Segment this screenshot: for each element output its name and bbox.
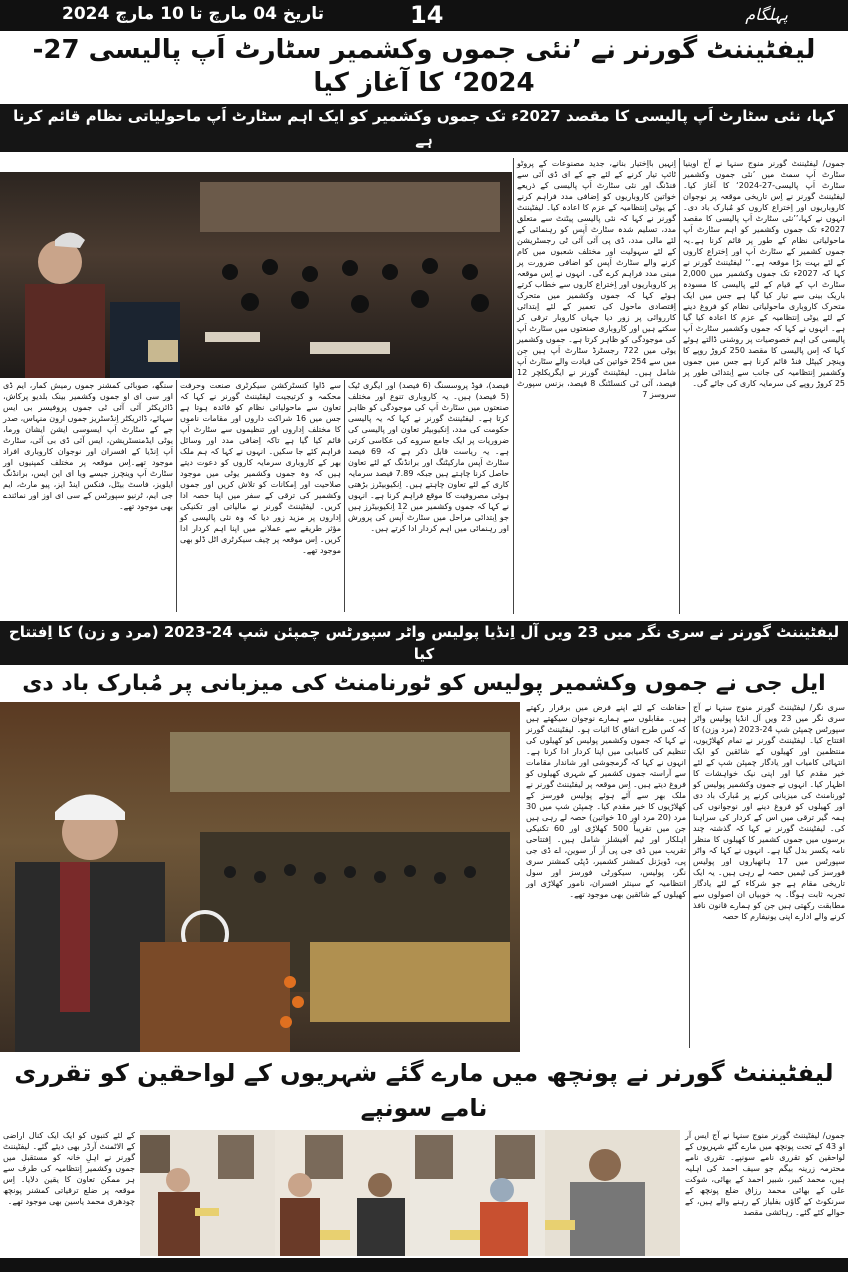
story1-column-5: سنگھ، صوبائی کمشنر جموں رمیش کمار، ایم ڈی اور سی ای او جموں وکشمیر بینک بلدیو پرکاش، ڈائریکٹر آئی آئی ٹی جموں پروفیسر بی ایس سہائے، ڈائریکٹر اِنڈسٹریز جموں ارون منہاس، صدر جے کے سٹارٹ اَپ ایسوسی ایشن ایشان ورما، یوٹی ایڈمنسٹریشن، ایس آئی ڈی بی آئی، سٹارٹ اَپ اِنڈیا کے افسران اور نوجوان کاروباری افراد موجود تھے۔اِس موقعہ پر مختلف کمپنیوں اور سٹارٹ اَپ وینچرز جیسے ویا ای این ایس، برانڈنگ ایلویز، فاسٹ بیٹل، فنکس اینڈ ایز، پیو مارٹ، ایم جی ایم، ٹرنیو سپورٹس کے سی ای اوز اور نمائندے بھی موجود تھے۔ — [3, 381, 173, 511]
story1-column-4: سے ڈاوا کنسٹرکشن سیکرٹری صنعت وحرفت محکمہ و کرتیجیت لیفٹیننٹ گورنر نے کہا کہ تعاون سے ماحولیاتی نظام کو فائدہ ہوتا ہے جس میں 16 شراکت داروں اور مقامات ناموں کا مختلف اِداروں اور تنظیموں سے سٹارٹ اَپ قائم کیا گیا ہے تاکہ اِضافی مدد اور وسائل فراہم کئے جا سکیں۔ انہوں نے کہا کہ ہم ملک بھر کے کاروباری سرمایہ کاروں کو دعوت دیتے ہیں کہ وہ جموں وکشمیر یوٹی میں موجود صلاحیت اور اِمکانات کو تلاش کریں اور جموں وکشمیر کی ترقی کے سفر میں اپنا حصہ ادا کریں۔ لیفٹیننٹ گورنر نے مالیاتی اور تکنیکی اِداروں پر مزید زور دیا کہ وہ نئی پالیسی کو مؤثر طریقے سے عملانے میں اپنا اہم کردار ادا کریں۔ اِس موقعہ پر چیف سیکرٹری اٹل ڈلو بھی موجود تھے۔ — [180, 381, 341, 555]
column-divider — [689, 702, 690, 1048]
story3-column-2: کے لئے کنبوں کو ایک ایک کنال اراضی کے الاٹمنٹ آرڈر بھی دیئے گئے۔ لیفٹیننٹ گورنر نے اہلِ خانہ کو مستقبل میں جموں وکشمیر اِنتظامیہ کی طرف سے ہر ممکن تعاون کا یقین دلایا۔ اِس موقعہ پر ضلع ترقیاتی کمشنر پونچھ چودھری محمد یاسین بھی موجود تھے۔ — [3, 1131, 135, 1206]
story1-column-3: فیصد)، فوڈ پروسسنگ (6 فیصد) اور ایگری ٹیک (5 فیصد) ہیں۔ یہ کاروباری تنوع اور مختلف صنعتوں میں سٹارٹ اَپ کی موجودگی کو ظاہر کرتا ہے۔ لیفٹیننٹ گورنر نے کہا کہ یہ پالیسی حکومت کی مدد، اِنکیوبیٹر تعاون اور پالیسی کی ضروریات پر ایک جامع سروے کی عکاسی کرتی ہے۔ یہ ریاست قابل ذکر ہے کہ 69 فیصد سٹارٹ اَپس مارکیٹنگ اور برانڈنگ کے لئے تعاون حاصل کرنا چاہتے ہیں جبکہ 7.89 فیصد سرمایہ کاری کے لئے تعاون چاہتے ہیں۔ اِنکیوبیٹرز بڑھتی ہوئی مصروفیت کا موقع فراہم کرنا ہے۔ انہوں نے کہا کہ جموں وکشمیر میں 12 اِنکیوبیٹرز ہیں جو اِبتدائی مراحل میں سٹارٹ اَپس کی پرورش اور رہنمائی میں اہم کردار ادا کرتے ہیں۔ — [348, 381, 510, 533]
story3-headline: لیفٹیننٹ گورنر نے پونچھ میں مارے گئے شہریوں کے لواحقین کو تقرری نامے سونپے — [14, 1059, 834, 1122]
column-divider — [344, 380, 345, 612]
story2-subheadline: ایل جی نے جموں وکشمیر پولیس کو ٹورنامنٹ کی میزبانی پر مُبارک باد دی — [22, 671, 826, 696]
story3-photo-4 — [545, 1130, 680, 1256]
story3-column-1: جموں/ لیفٹیننٹ گورنر منوج سنہا نے آج ایس آر او 43 کے تحت پونچھ میں مارے گئے شہریوں کے لواحقین کو تقرری نامے سونپے۔ تقرری نامے محترمہ زرینہ بیگم جو سیف احمد کی اہلیہ ہیں، محمد کبیر، شبیر احمد کے بھائی، شوکت علی کے بھائی محمد رزاق ضلع پونچھ کے سرنکوٹ کے گاؤں بفلیاز کے رہنے والے ہیں، کے حوالے کئے گئے۔ رہائشی مقصد — [685, 1131, 845, 1217]
issue-date: تاریخ 04 مارچ تا 10 مارچ 2024 — [62, 4, 325, 24]
audience-scene-image — [0, 172, 512, 378]
column-divider — [176, 380, 177, 612]
page-number: 14 — [410, 1, 444, 29]
story1-column-1: جموں/ لیفٹیننٹ گورنر منوج سنہا نے آج اوینیا سٹارٹ اَپ سمٹ میں ’نئی جموں وکشمیر سٹارٹ اَپ پالیسی-27-2024‘ کا آغاز کیا۔لیفٹیننٹ گورنر نے اِس تاریخی موقعہ پر نوجوان کاروباریوں اور اِختراع کاروں کو مُبارک باد دی۔انہوں نے کہا،’’نئی سٹارٹ اَپ پالیسی کا مقصد 2027ء تک جموں وکشمیر کو اہم سٹارٹ اَپ ماحولیاتی نظام کے طور پر قائم کرنا ہے۔یہ جموں کشمیر کے سٹارٹ اَپ اور اِختراع کاروں کے لئے بہت بڑا موقعہ ہے۔‘‘ لیفٹیننٹ گورنر نے کہا کہ 2027ء تک جموں وکشمیر میں 2,000 سٹارٹ اپ کے قیام کے لئے پالیسی کا مسودہ باریک بینی سے تیار کیا گیا ہے جس میں ایک متحرک کاروباری ماحولیاتی نظام کو فروغ دینے کے لئے یوٹی اِنتظامیہ کے عزم کا اعادہ کیا گیا ہے۔ انہوں نے کہا کہ جموں وکشمیر سٹارٹ اَپ پالیسی کی اہم خصوصیات پر روشنی ڈالتے ہوئے کہا کہ اِس پالیسی کا مقصد 250 کروڑ روپے کا وینچر کیپٹل فنڈ قائم کرنا ہے جس میں جموں وکشمیر اِنتظامیہ کی جانب سے اِبتدائی طور پر 25 کروڑ روپے کی سرمایہ کاری کی جائے گی۔ — [683, 159, 846, 388]
story1-headline: لیفٹیننٹ گورنر نے ’نئی جموں وکشمیر سٹارٹ اَپ پالیسی 27-2024‘ کا آغاز کیا — [32, 35, 816, 98]
footer-bar — [0, 1258, 848, 1272]
story3-photo-1 — [140, 1130, 275, 1256]
story1-subheadline: کہا، نئی سٹارٹ اَپ پالیسی کا مقصد 2027ء تک جموں وکشمیر کو ایک اہم سٹارٹ اَپ ماحولیاتی نظام قائم کرنا ہے — [0, 104, 848, 152]
handover-photo-image — [410, 1130, 545, 1256]
masthead-bar — [0, 0, 848, 31]
hall-scene-image — [0, 702, 520, 1052]
newspaper-logo: پہلگام — [745, 5, 788, 24]
story2-column-2: حفاظت کے لئے اپنے فرض میں برقرار رکھتے ہیں۔ مقابلوں سے ہمارے نوجوان سیکھتے ہیں کہ کس طرح اتفاق کا اثبات ہو۔ لیفٹیننٹ گورنر نے کہا کہ جموں وکشمیر پولیس کو کھیلوں کی تنظیم کی کامیابی میں اپنا کردار ادا کرنا ہے۔ انہوں نے کہا کہ گرمجوشی اور شاندار مقامات سے آراستہ جموں کشمیر کے شہری کھیلوں کو فروغ دیتے ہیں۔ اِس موقعہ پر لیفٹیننٹ گورنر نے ملک بھر سے آئے ہوئے پولیس فورسز کے کھلاڑیوں کا خیر مقدم کیا۔ چمپئن شپ میں 30 مرد (20 مرد اور 10 خواتین) حصہ لے رہی ہیں جن میں تقریباً 500 کھلاڑی اور 60 تکنیکی اہلکار اور ٹیم آفیشلز شامل ہیں۔ اِفتتاحی تقریب میں ڈی جی پی آر آر سوین، اے ڈی جی پی، ڈویژنل کمشنر کشمیر، ڈپٹی کمشنر سری نگر، پولیس، سیکورٹی فورسز اور سول انتظامیہ کے سینئر افسران، نامور کھلاڑی اور کھیلوں کے شائقین بھی موجود تھے۔ — [526, 703, 686, 899]
story2-photo-water-sports-opening — [0, 702, 520, 1052]
handover-photo-image — [545, 1130, 680, 1256]
story1-photo-startup-summit — [0, 172, 512, 378]
story2-headline: لیفٹیننٹ گورنر نے سری نگر میں 23 ویں آل اِنڈیا پولیس واٹر سپورٹس چمپئن شپ 24-2023 (مرد و زن) کا اِفتتاح کیا — [0, 621, 848, 665]
story2-column-1: سری نگر/ لیفٹیننٹ گورنر منوج سنہا نے آج سری نگر میں 23 ویں آل انڈیا پولیس واٹر سپورٹس چمپئن شپ 24-2023 (مرد وزن) کا افتتاح کیا۔ لیفٹیننٹ گورنر نے تمام کھلاڑیوں، منتظمین اور کھیلوں کے شائقین کو ایک انتہائی کامیاب اور یادگار چمپئن شپ کے لئے خیر مقدم کیا اور اپنی نیک خواہشات کا اظہار کیا۔ انہوں نے جموں وکشمیر پولیس کو ٹورنامنٹ کی میزبانی کرنے پر مُبارک باد دی اور کھیلوں کو فروغ دینے اور نوجوانوں کی ہمہ گیر ترقی میں اس کے کردار کی سراہنا کی۔ لیفٹیننٹ گورنر نے کہا کہ گذشتہ چند برسوں میں جموں کشمیر کا کھیلوں کا منظر نامہ یکسر بدل گیا ہے۔ انہوں نے کہا کہ واٹر سپورٹس میں 17 ہاتھیاروں اور پولیس فورسز کی ٹیمیں حصہ لے رہی ہیں۔ یہ ایک تاریخی مقام ہے جو شرکاء کے لئے یادگار تجربہ ثابت ہوگا۔ یہ خوبیاں ان اصولوں سے مطابقت رکھتی ہیں جن کو ہمارے قانون نافذ کرنے والے ادارے اپنی یونیفارم کا حصہ — [693, 703, 846, 921]
story3-photo-3 — [410, 1130, 545, 1256]
story1-column-2: اِنہیں بااِختیار بنانے، جدید مصنوعات کے پروٹو ٹائپ تیار کرنے کے لئے جے کے ای ڈی آئی سے فنڈنگ اور نئی سٹارٹ اَپ پالیسی کے ذریعے خواتین کاروباریوں کو اِضافی مدد فراہم کرنے کے یوٹی اِنتظامیہ کے عزم کا اعادہ کیا۔ لیفٹیننٹ گورنر نے کہا کہ نئی پالیسی پیٹنٹ سے متعلق مدد، تسلیم شدہ سٹارٹ اَپس کو رہنمائی کے لئے مالی مدد، ڈی پی آئی آئی ٹی رجسٹریشن کے لئے سہولیت اور مختلف شعبوں میں کام کرنے والے سٹارٹ اَپس کو اضافی ضرورت پر مبنی مدد فراہم کرے گی۔ انہوں نے اِس موقعہ پر کاروباریوں اور اِختراع کاروں سے خطاب کرتے ہوئے کہا کہ جموں وکشمیر میں متحرک اِقتصادی ماحول کی تعمیر کے لئے اِبتدائی کارروائی پر زور دیا جہاں کاروبار ترقی کر سکتے ہیں اور کاروباری صنعتوں میں سٹارٹ اَپ کی موجودگی کو ظاہر کرتا ہے۔ جموں وکشمیر یوٹی میں 722 رجسٹرڈ سٹارٹ اَپ ہیں جن میں سے 254 خواتین کی قیادت والے سٹارٹ اَپ شامل ہیں۔ لیفٹیننٹ گورنر نے ایگریکلچر 12 فیصد، آئی ٹی کنسلٹنگ 8 فیصد، بزنس سپورٹ سروسز 7 — [517, 159, 677, 399]
story3-photo-2 — [275, 1130, 410, 1256]
column-divider — [679, 158, 680, 614]
handover-photo-image — [140, 1130, 275, 1256]
column-divider — [513, 158, 514, 614]
handover-photo-image — [275, 1130, 410, 1256]
